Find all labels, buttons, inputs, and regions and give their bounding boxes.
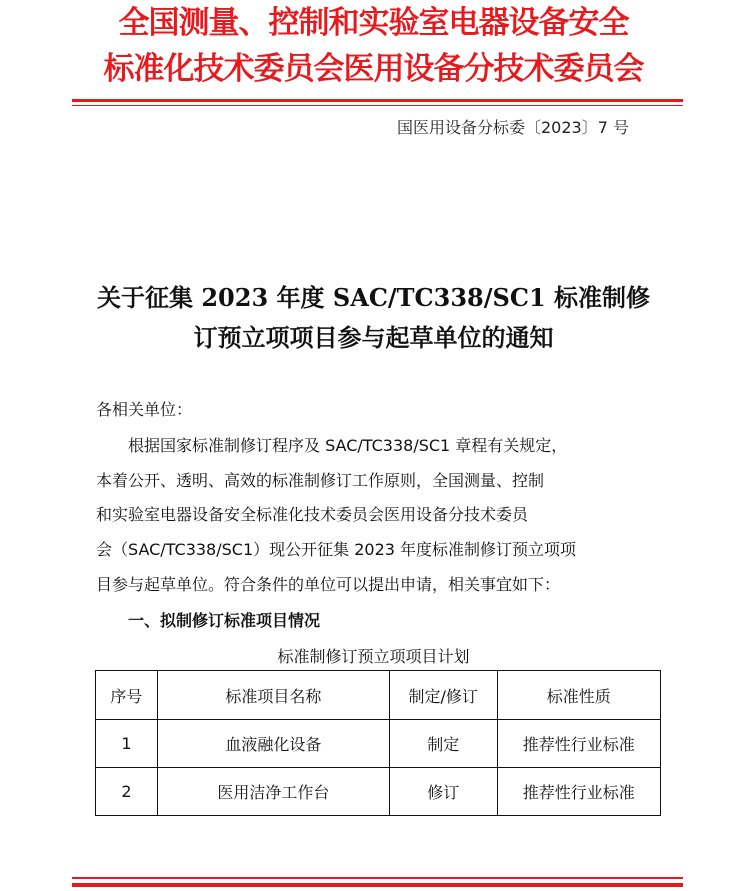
cell-project-name: 血液融化设备 xyxy=(157,720,389,768)
col-header-nature: 标准性质 xyxy=(497,671,660,720)
project-plan-table xyxy=(95,670,661,816)
red-footer-rule-bottom xyxy=(72,883,683,887)
body-line: 会（SAC/TC338/SC1）现公开征集 2023 年度标准制修订预立项项 xyxy=(96,540,577,559)
notice-title-line-1: 关于征集 2023 年度 SAC/TC338/SC1 标准制修 xyxy=(97,283,650,312)
body-line: 目参与起草单位。符合条件的单位可以提出申请，相关事宜如下： xyxy=(96,575,561,594)
red-footer-rule-top xyxy=(72,877,683,879)
org-name-line-1: 全国测量、控制和实验室电器设备安全 xyxy=(118,5,629,41)
table-header-row xyxy=(96,671,661,720)
cell-nature: 推荐性行业标准 xyxy=(497,720,660,768)
col-header-serial: 序号 xyxy=(96,671,158,720)
cell-nature: 推荐性行业标准 xyxy=(497,768,660,816)
col-header-type: 制定/修订 xyxy=(389,671,497,720)
col-header-project-name: 标准项目名称 xyxy=(157,671,389,720)
salutation: 各相关单位： xyxy=(96,400,193,419)
red-header-rule-thin xyxy=(72,105,683,106)
cell-project-name: 医用洁净工作台 xyxy=(157,768,389,816)
org-name-line-2: 标准化技术委员会医用设备分技术委员会 xyxy=(103,51,644,87)
table-caption: 标准制修订预立项项目计划 xyxy=(277,647,470,666)
cell-type: 修订 xyxy=(389,768,497,816)
table-row xyxy=(96,720,661,768)
cell-type: 制定 xyxy=(389,720,497,768)
body-line: 根据国家标准制修订程序及 SAC/TC338/SC1 章程有关规定， xyxy=(96,436,568,455)
document-number: 国医用设备分标委〔2023〕7 号 xyxy=(397,118,629,137)
section-heading-1: 一、拟制修订标准项目情况 xyxy=(96,611,321,630)
cell-serial: 1 xyxy=(96,720,158,768)
cell-serial: 2 xyxy=(96,768,158,816)
body-line: 和实验室电器设备安全标准化技术委员会医用设备分技术委员 xyxy=(96,505,529,524)
table-row xyxy=(96,768,661,816)
red-header-rule-thick xyxy=(72,99,683,102)
notice-title-line-2: 订预立项项目参与起草单位的通知 xyxy=(193,323,554,352)
body-line: 本着公开、透明、高效的标准制修订工作原则，全国测量、控制 xyxy=(96,471,545,490)
